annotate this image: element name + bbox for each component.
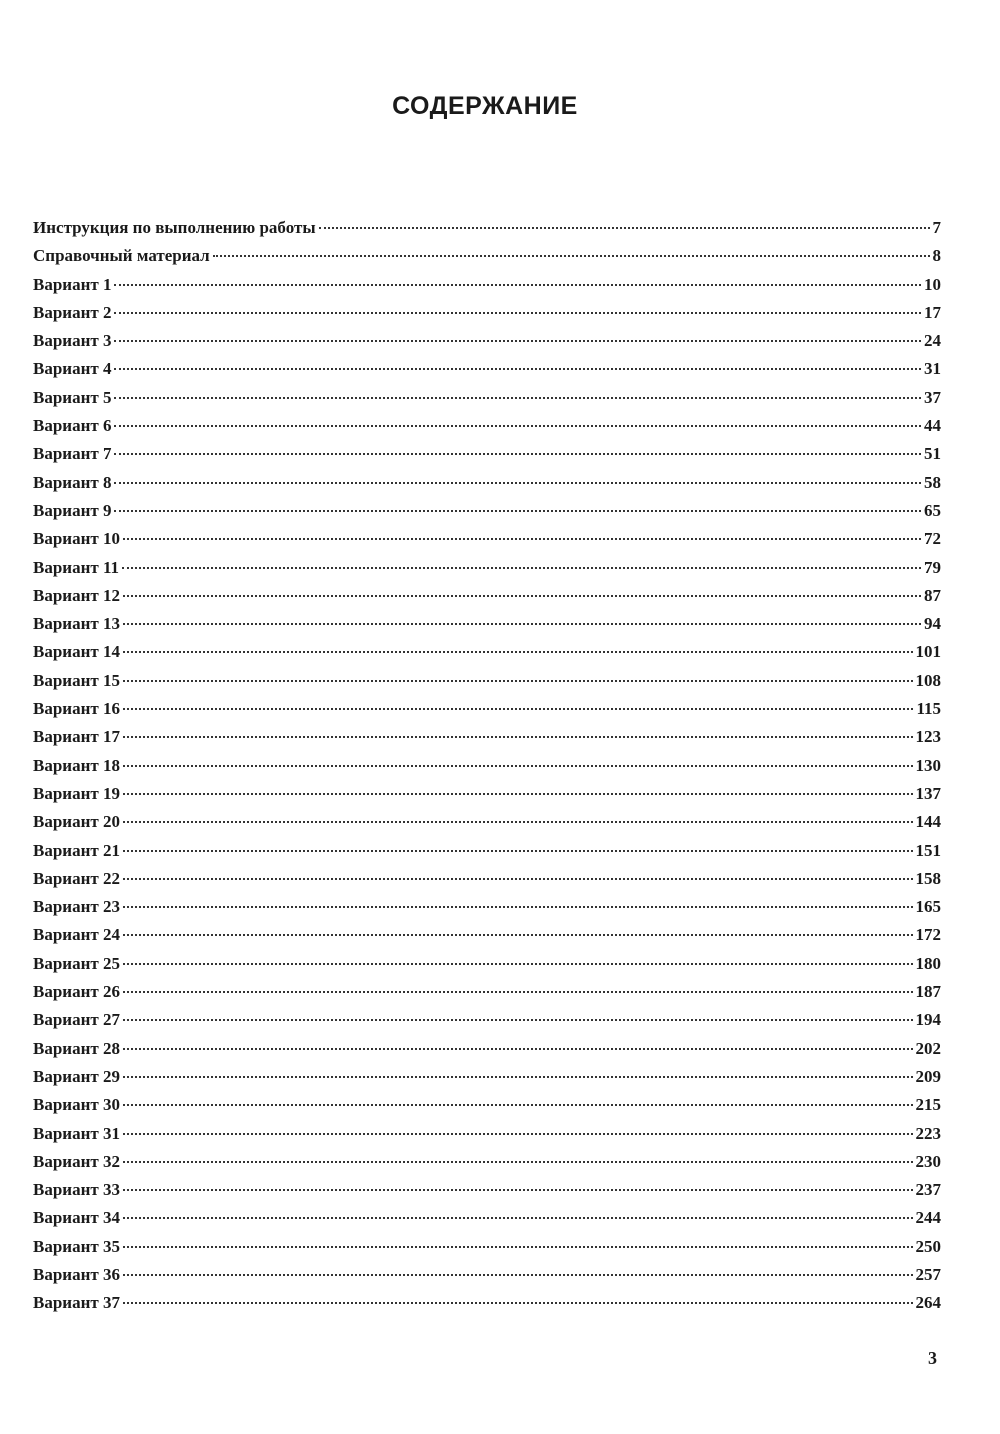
dot-leader xyxy=(114,510,921,512)
toc-entry-label: Вариант 29 xyxy=(33,1066,120,1086)
toc-entry-label: Вариант 34 xyxy=(33,1208,120,1228)
toc-entry[interactable] xyxy=(33,331,941,359)
toc-entry[interactable] xyxy=(33,501,941,529)
toc-entry[interactable] xyxy=(33,246,941,274)
toc-entry[interactable] xyxy=(33,558,941,586)
toc-entry[interactable] xyxy=(33,982,941,1010)
toc-entry-label: Вариант 28 xyxy=(33,1038,120,1058)
toc-entry-page: 137 xyxy=(915,783,941,803)
toc-entry[interactable] xyxy=(33,671,941,699)
dot-leader xyxy=(123,595,921,597)
toc-entry[interactable] xyxy=(33,359,941,387)
toc-entry-label: Вариант 30 xyxy=(33,1095,120,1115)
toc-entry[interactable] xyxy=(33,303,941,331)
dot-leader xyxy=(123,651,913,653)
toc-entry-label: Вариант 21 xyxy=(33,840,120,860)
toc-entry[interactable] xyxy=(33,841,941,869)
toc-entry[interactable] xyxy=(33,925,941,953)
toc-entry-page: 172 xyxy=(915,925,941,945)
toc-entry-page: 24 xyxy=(924,331,941,351)
toc-entry-label: Вариант 19 xyxy=(33,783,120,803)
dot-leader xyxy=(123,1104,913,1106)
toc-entry-page: 215 xyxy=(915,1095,941,1115)
toc-entry-label: Вариант 12 xyxy=(33,585,120,605)
dot-leader xyxy=(114,368,921,370)
toc-entry[interactable] xyxy=(33,1293,941,1321)
toc-entry-page: 187 xyxy=(915,982,941,1002)
toc-entry[interactable] xyxy=(33,699,941,727)
toc-entry[interactable] xyxy=(33,275,941,303)
toc-entry-label: Вариант 6 xyxy=(33,416,112,436)
dot-leader xyxy=(123,1302,913,1304)
toc-entry-page: 31 xyxy=(924,359,941,379)
dot-leader xyxy=(114,482,921,484)
toc-entry-page: 115 xyxy=(916,699,941,719)
dot-leader xyxy=(122,567,921,569)
dot-leader xyxy=(123,1019,913,1021)
toc-entry-label: Вариант 4 xyxy=(33,359,112,379)
toc-entry[interactable] xyxy=(33,1067,941,1095)
toc-entry[interactable] xyxy=(33,388,941,416)
toc-entry[interactable] xyxy=(33,869,941,897)
toc-entry-page: 130 xyxy=(915,755,941,775)
toc-entry-label: Инструкция по выполнению работы xyxy=(33,218,316,237)
toc-entry[interactable] xyxy=(33,1180,941,1208)
toc-entry[interactable] xyxy=(33,1039,941,1067)
dot-leader xyxy=(123,1217,913,1219)
dot-leader xyxy=(114,425,921,427)
toc-entry[interactable] xyxy=(33,586,941,614)
toc-entry[interactable] xyxy=(33,1237,941,1265)
toc-entry[interactable] xyxy=(33,473,941,501)
dot-leader xyxy=(123,1246,913,1248)
toc-entry-label: Вариант 15 xyxy=(33,670,120,690)
toc-entry-page: 151 xyxy=(915,840,941,860)
toc-entry[interactable] xyxy=(33,444,941,472)
toc-entry-page: 257 xyxy=(915,1264,941,1284)
toc-entry[interactable] xyxy=(33,1152,941,1180)
toc-entry-page: 237 xyxy=(915,1180,941,1200)
toc-entry-label: Вариант 7 xyxy=(33,444,112,464)
toc-entry-page: 79 xyxy=(924,557,941,577)
toc-entry-label: Вариант 36 xyxy=(33,1264,120,1284)
toc-entry-label: Вариант 24 xyxy=(33,925,120,945)
toc-entry-page: 230 xyxy=(915,1151,941,1171)
dot-leader xyxy=(123,1048,913,1050)
toc-entry-page: 8 xyxy=(932,246,941,266)
toc-entry-page: 158 xyxy=(915,868,941,888)
toc-entry-label: Вариант 1 xyxy=(33,274,112,294)
dot-leader xyxy=(123,850,913,852)
toc-entry-label: Вариант 14 xyxy=(33,642,120,662)
toc-entry-label: Вариант 35 xyxy=(33,1236,120,1256)
toc-entry[interactable] xyxy=(33,1208,941,1236)
toc-entry-page: 144 xyxy=(915,812,941,832)
toc-entry[interactable] xyxy=(33,416,941,444)
table-of-contents xyxy=(33,218,941,1322)
toc-entry-page: 194 xyxy=(915,1010,941,1030)
toc-entry-label: Вариант 5 xyxy=(33,387,112,407)
toc-entry-label: Вариант 20 xyxy=(33,812,120,832)
toc-entry-label: Вариант 2 xyxy=(33,302,112,322)
dot-leader xyxy=(123,623,921,625)
toc-entry-page: 87 xyxy=(924,585,941,605)
toc-entry-page: 17 xyxy=(924,302,941,322)
toc-entry-page: 108 xyxy=(915,670,941,690)
toc-entry-page: 44 xyxy=(924,416,941,436)
toc-entry-page: 209 xyxy=(915,1066,941,1086)
toc-entry-label: Вариант 26 xyxy=(33,982,120,1002)
dot-leader xyxy=(123,736,913,738)
toc-entry-page: 250 xyxy=(915,1236,941,1256)
dot-leader xyxy=(123,1189,913,1191)
dot-leader xyxy=(114,312,921,314)
dot-leader xyxy=(114,453,921,455)
toc-entry[interactable] xyxy=(33,812,941,840)
toc-entry[interactable] xyxy=(33,218,941,246)
toc-entry-page: 123 xyxy=(915,727,941,747)
toc-entry[interactable] xyxy=(33,1124,941,1152)
dot-leader xyxy=(123,708,913,710)
dot-leader xyxy=(123,963,913,965)
toc-entry-page: 101 xyxy=(915,642,941,662)
toc-entry-page: 264 xyxy=(915,1293,941,1313)
dot-leader xyxy=(114,284,921,286)
toc-entry[interactable] xyxy=(33,897,941,925)
toc-entry-label: Вариант 33 xyxy=(33,1180,120,1200)
dot-leader xyxy=(123,538,921,540)
dot-leader xyxy=(123,1133,913,1135)
toc-entry-page: 72 xyxy=(924,529,941,549)
dot-leader xyxy=(114,340,921,342)
dot-leader xyxy=(123,765,913,767)
toc-entry-page: 94 xyxy=(924,614,941,634)
dot-leader xyxy=(123,1274,913,1276)
dot-leader xyxy=(123,878,913,880)
toc-entry-label: Вариант 22 xyxy=(33,868,120,888)
dot-leader xyxy=(319,227,930,229)
toc-entry[interactable] xyxy=(33,954,941,982)
toc-entry-page: 7 xyxy=(932,218,941,237)
toc-entry-label: Вариант 25 xyxy=(33,953,120,973)
toc-entry-label: Вариант 13 xyxy=(33,614,120,634)
toc-entry-label: Вариант 8 xyxy=(33,472,112,492)
toc-entry-label: Вариант 11 xyxy=(33,557,120,577)
toc-entry-page: 58 xyxy=(924,472,941,492)
dot-leader xyxy=(123,1076,913,1078)
toc-entry-label: Вариант 32 xyxy=(33,1151,120,1171)
toc-entry-page: 244 xyxy=(915,1208,941,1228)
toc-entry-label: Вариант 3 xyxy=(33,331,112,351)
toc-entry[interactable] xyxy=(33,727,941,755)
toc-entry-page: 37 xyxy=(924,387,941,407)
toc-entry-label: Вариант 17 xyxy=(33,727,120,747)
toc-entry-page: 10 xyxy=(924,274,941,294)
page-title: СОДЕРЖАНИЕ xyxy=(392,92,578,120)
toc-entry-page: 202 xyxy=(915,1038,941,1058)
toc-entry-page: 165 xyxy=(915,897,941,917)
toc-entry[interactable] xyxy=(33,614,941,642)
dot-leader xyxy=(123,1161,913,1163)
toc-entry-label: Вариант 10 xyxy=(33,529,120,549)
toc-entry[interactable] xyxy=(33,642,941,670)
dot-leader xyxy=(123,821,913,823)
toc-entry-label: Вариант 27 xyxy=(33,1010,120,1030)
toc-entry-page: 65 xyxy=(924,500,941,520)
toc-entry-label: Вариант 37 xyxy=(33,1293,120,1313)
toc-entry[interactable] xyxy=(33,529,941,557)
toc-entry-label: Справочный материал xyxy=(33,246,210,266)
toc-entry-label: Вариант 9 xyxy=(33,500,112,520)
toc-entry[interactable] xyxy=(33,1265,941,1293)
toc-entry[interactable] xyxy=(33,756,941,784)
page-number: 3 xyxy=(928,1348,937,1368)
dot-leader xyxy=(123,680,913,682)
dot-leader xyxy=(123,934,913,936)
toc-entry[interactable] xyxy=(33,1095,941,1123)
toc-entry-page: 51 xyxy=(924,444,941,464)
toc-entry-label: Вариант 18 xyxy=(33,755,120,775)
dot-leader xyxy=(114,397,921,399)
toc-entry-page: 180 xyxy=(915,953,941,973)
toc-entry-label: Вариант 31 xyxy=(33,1123,120,1143)
dot-leader xyxy=(123,793,913,795)
toc-entry-label: Вариант 16 xyxy=(33,699,120,719)
toc-entry[interactable] xyxy=(33,1010,941,1038)
toc-entry-label: Вариант 23 xyxy=(33,897,120,917)
dot-leader xyxy=(123,991,913,993)
dot-leader xyxy=(213,255,930,257)
dot-leader xyxy=(123,906,913,908)
toc-entry-page: 223 xyxy=(915,1123,941,1143)
toc-entry[interactable] xyxy=(33,784,941,812)
